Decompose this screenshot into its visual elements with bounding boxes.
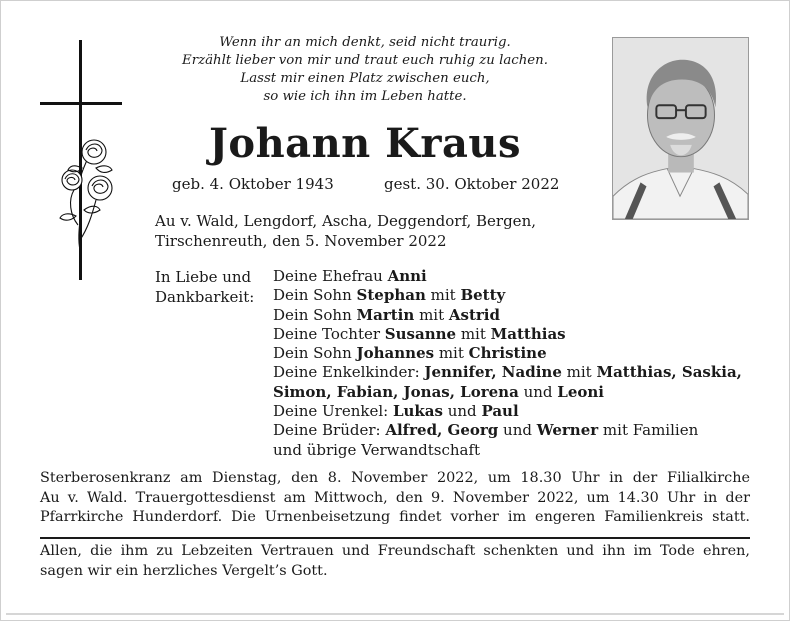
portrait-photo	[612, 37, 749, 220]
place-line: Tirschenreuth, den 5. November 2022	[155, 232, 447, 250]
poem	[155, 34, 575, 106]
mourner-line: Deine Brüder: Alfred, Georg und Werner mit Familien	[273, 421, 699, 440]
thanks-line: sagen wir ein herzliches Vergelt’s Gott.	[40, 562, 328, 579]
thanks-text	[40, 542, 750, 581]
mourner-line: Dein Sohn Martin mit Astrid	[273, 305, 500, 324]
mourner-line: und übrige Verwandtschaft	[273, 440, 481, 459]
mourner-line: Simon, Fabian, Jonas, Lorena und Leoni	[273, 382, 604, 401]
mourner-line: Deine Ehefrau Anni	[273, 267, 427, 285]
notice-line: Au v. Wald. Trauergottesdienst am Mittwoch, den 9. November 2022, um 14.30 Uhr in der	[40, 489, 750, 506]
poem-line: Erzählt lieber von mir und traut euch ruhig zu lachen.	[182, 53, 548, 68]
mourner-line: Deine Tochter Susanne mit Matthias	[273, 324, 566, 343]
poem-line: Wenn ihr an mich denkt, seid nicht traurig.	[219, 35, 511, 50]
cross-with-roses-icon	[40, 40, 122, 280]
deceased-name: Johann Kraus	[208, 120, 522, 167]
notice-line: Sterberosenkranz am Dienstag, den 8. November 2022, um 18.30 Uhr in der Filialkirche	[40, 470, 750, 486]
mourner-line: Dein Sohn Johannes mit Christine	[273, 344, 547, 363]
divider	[40, 537, 750, 539]
kin-label-line: In Liebe und	[155, 268, 252, 286]
notice-line: Pfarrkirche Hunderdorf. Die Urnenbeisetzung findet vorher im engeren Familienkreis statt.	[40, 509, 750, 526]
kin-label-line: Dankbarkeit:	[155, 288, 255, 306]
place-and-date	[155, 211, 536, 251]
poem-line: Lasst mir einen Platz zwischen euch,	[240, 71, 490, 86]
birth-date: geb. 4. Oktober 1943	[172, 175, 334, 193]
service-notice	[40, 469, 750, 528]
mourner-line: Deine Enkelkinder: Jennifer, Nadine mit Matthias, Saskia,	[273, 363, 742, 382]
place-line: Au v. Wald, Lengdorf, Ascha, Deggendorf, Bergen,	[155, 212, 536, 230]
bottom-border	[6, 613, 784, 615]
thanks-line: Allen, die ihm zu Lebzeiten Vertrauen und Freundschaft schenkten und ihn im Tode ehren,	[40, 543, 750, 559]
death-date: gest. 30. Oktober 2022	[384, 175, 560, 193]
poem-line: so wie ich ihn im Leben hatte.	[263, 89, 467, 104]
mourner-line: Deine Urenkel: Lukas und Paul	[273, 402, 519, 421]
mourner-line: Dein Sohn Stephan mit Betty	[273, 286, 506, 305]
kin-label	[155, 267, 254, 307]
mourners-list	[273, 267, 742, 460]
